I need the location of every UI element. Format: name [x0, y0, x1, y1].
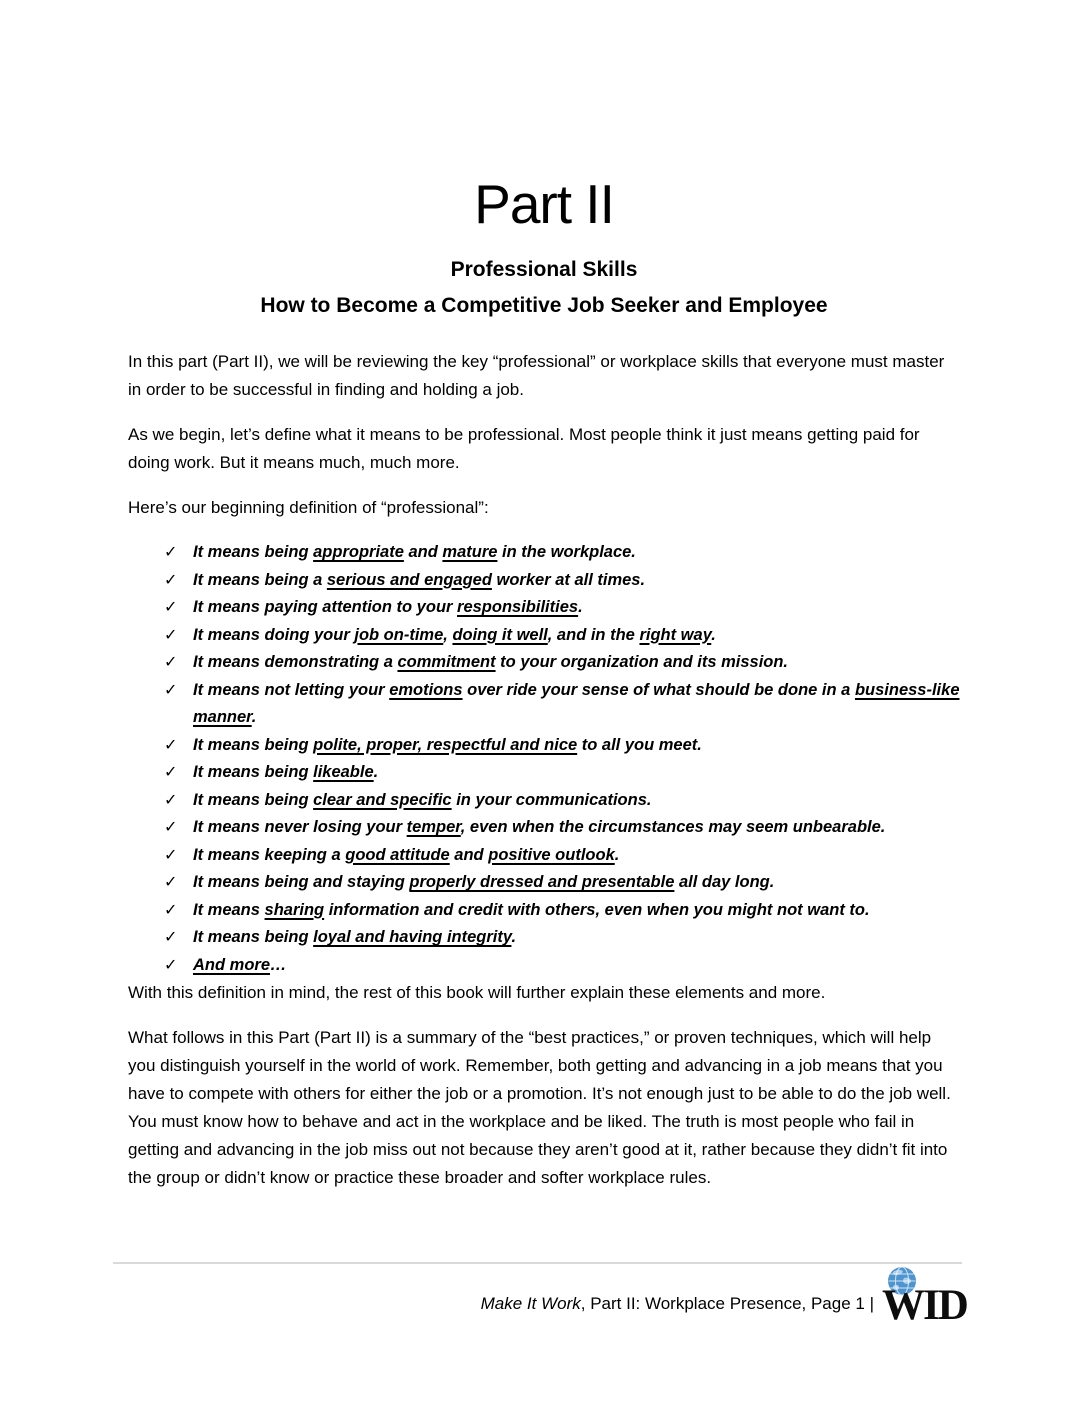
paragraph-definition-lead: Here’s our beginning definition of “professional”: [128, 498, 489, 517]
checklist-item [128, 649, 960, 677]
paragraph-intro: In this part (Part II), we will be reviewing the key “professional” or workplace skills that everyone must master in order to be successful in finding and holding a job. [128, 352, 945, 399]
checklist-item-text: It means demonstrating a commitment to your organization and its mission. [193, 653, 789, 671]
paragraph-with-definition: With this definition in mind, the rest of this book will further explain these elements and more. [128, 983, 826, 1002]
checklist-item [128, 924, 960, 952]
paragraph-define-professional: As we begin, let’s define what it means to be professional. Most people think it just means getting paid for doing work. But it means much, much more. [128, 425, 920, 472]
checklist-item [128, 952, 960, 980]
checklist-item [128, 814, 960, 842]
check-icon: ✓ [164, 599, 178, 616]
checklist-item-text: And more… [193, 955, 287, 974]
checklist-item-text: It means sharing information and credit with others, even when you might not want to. [193, 900, 870, 919]
checklist-item [128, 759, 960, 787]
page-footer [113, 1262, 967, 1329]
check-icon: ✓ [164, 544, 178, 561]
checklist-item [128, 842, 960, 870]
subtitle-how-to-become: How to Become a Competitive Job Seeker and Employee [260, 294, 828, 317]
checklist-item-text: It means being appropriate and mature in the workplace. [193, 543, 636, 561]
check-icon: ✓ [164, 654, 178, 671]
checklist-item-text: It means not letting your emotions over ride your sense of what should be done in a business-like manner. [193, 680, 960, 726]
checklist-item-text: It means being and staying properly dressed and presentable all day long. [193, 873, 775, 891]
wid-logo-text: WID [882, 1282, 967, 1329]
footer-citation [481, 1294, 874, 1328]
checklist-item [128, 732, 960, 760]
checklist-item [128, 594, 960, 622]
checklist [128, 539, 960, 979]
footer-citation-rest: , Part II: Workplace Presence, Page 1 | [580, 1294, 874, 1313]
checklist-item-text: It means never losing your temper, even when the circumstances may seem unbearable. [193, 818, 886, 836]
checklist-item [128, 897, 960, 925]
book-title: Make It Work [480, 1294, 581, 1313]
check-icon: ✓ [164, 791, 178, 809]
paragraph-what-follows: What follows in this Part (Part II) is a summary of the “best practices,” or proven techniques, which will help you distinguish yourself in the world of work. Remember, both getting and advancing in a job means that you have to compete with others for either the job or a promotion. It’s not enough just to be able to do the job well. You must know how to behave and act in the workplace and be liked. The truth is most people who fail in getting and advancing in the job miss out not because they aren’t good at it, rather because they didn’t fit into the group or didn’t know or practice these broader and softer workplace rules. [128, 1028, 951, 1187]
check-icon: ✓ [164, 846, 178, 864]
check-icon: ✓ [164, 764, 178, 781]
checklist-item [128, 787, 960, 815]
check-icon: ✓ [164, 819, 178, 836]
check-icon: ✓ [164, 681, 178, 699]
checklist-item-text: It means being a serious and engaged worker at all times. [193, 570, 646, 589]
checklist-item [128, 567, 960, 595]
check-icon: ✓ [164, 736, 178, 754]
checklist-item-text: It means keeping a good attitude and positive outlook. [193, 845, 620, 864]
page-title: Part II [474, 173, 614, 235]
check-icon: ✓ [164, 901, 178, 919]
footer-row [113, 1266, 967, 1329]
check-icon: ✓ [164, 874, 178, 891]
checklist-item [128, 622, 960, 650]
subtitle-block [128, 252, 960, 324]
checklist-item-text: It means paying attention to your responsibilities. [193, 598, 583, 616]
checklist-item-text: It means being likeable. [193, 763, 379, 781]
footer-divider [113, 1262, 962, 1264]
checklist-item-text: It means being clear and specific in your communications. [193, 790, 652, 809]
checklist-item-text: It means being loyal and having integrity. [193, 928, 517, 946]
checklist-item [128, 869, 960, 897]
check-icon: ✓ [164, 626, 178, 644]
check-icon: ✓ [164, 571, 178, 589]
checklist-item [128, 539, 960, 567]
wid-logo [882, 1266, 967, 1329]
subtitle-professional-skills: Professional Skills [450, 258, 638, 281]
checklist-item-text: It means doing your job on-time, doing it well, and in the right way. [193, 625, 716, 644]
check-icon: ✓ [164, 956, 178, 974]
check-icon: ✓ [164, 929, 178, 946]
checklist-item [128, 677, 960, 732]
checklist-item-text: It means being polite, proper, respectful and nice to all you meet. [193, 735, 702, 754]
